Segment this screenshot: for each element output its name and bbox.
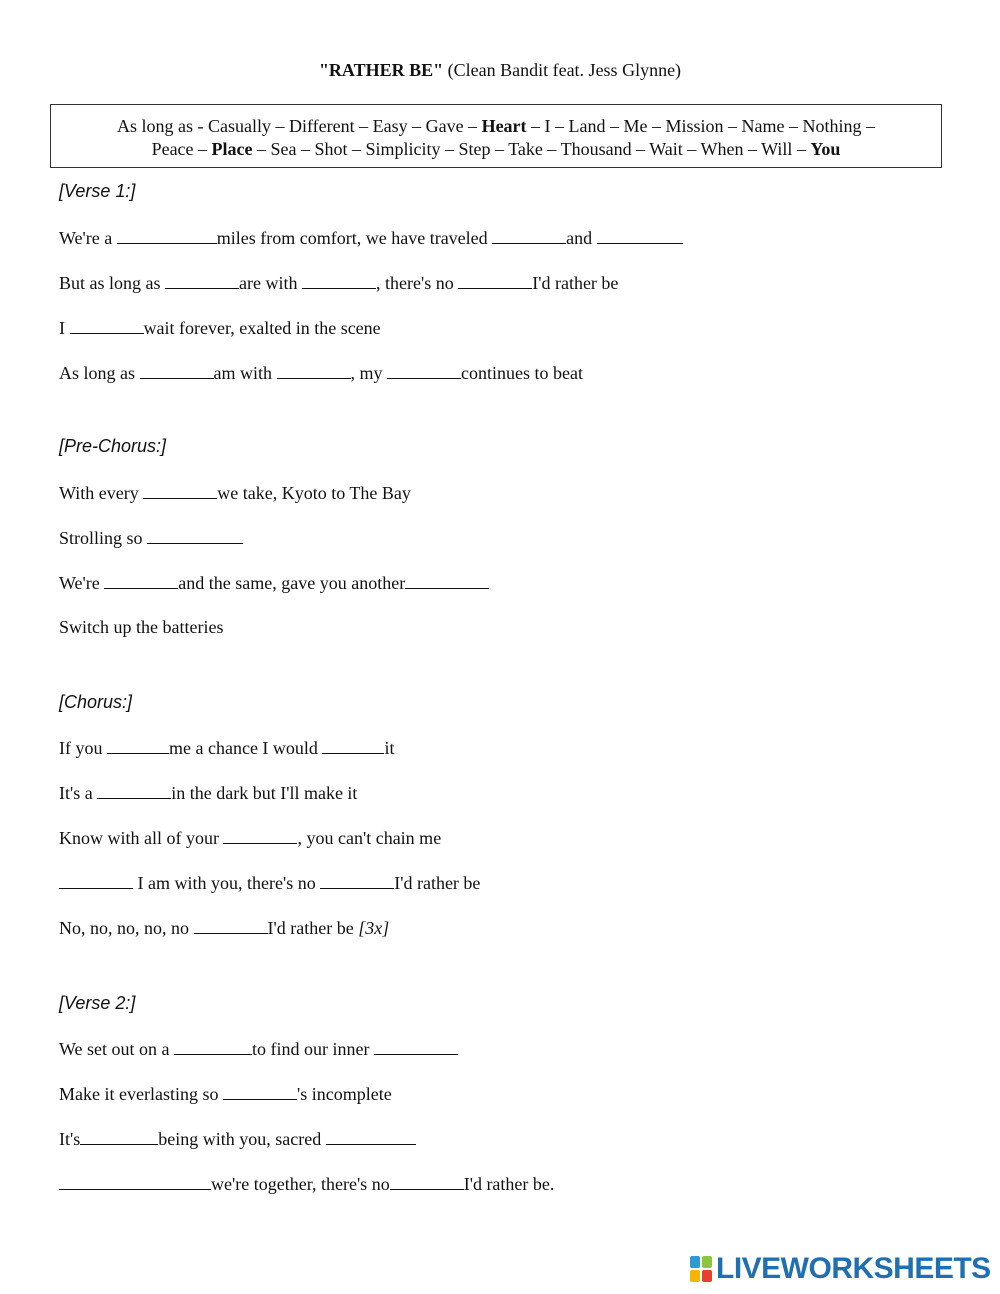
section-chorus: [Chorus:] — [59, 692, 133, 712]
lyric-text: we take, Kyoto to The Bay — [217, 483, 411, 503]
word-bank-text: – Sea – Shot – Simplicity – Step – Take – Thousand – Wait – When – Will – — [252, 139, 811, 159]
answer-blank[interactable] — [492, 227, 566, 244]
song-artist: (Clean Bandit feat. Jess Glynne) — [443, 60, 682, 80]
lyric-line — [59, 572, 489, 594]
answer-blank[interactable] — [597, 227, 683, 244]
lyric-line — [59, 317, 381, 339]
section-pre-chorus: [Pre-Chorus:] — [59, 436, 167, 456]
answer-blank[interactable] — [59, 1173, 133, 1190]
lyric-text: Switch up the batteries — [59, 617, 224, 637]
answer-blank[interactable] — [174, 1038, 252, 1055]
lyric-line — [59, 1128, 416, 1150]
lyric-text: I'd rather be. — [463, 1174, 555, 1194]
word-bank-line-1 — [51, 115, 941, 138]
lyric-text: , you can't chain me — [297, 828, 442, 848]
lyric-text: But as long as — [59, 273, 165, 293]
lyric-text: As long as — [59, 363, 140, 383]
answer-blank[interactable] — [107, 737, 169, 754]
lyric-text: I am with you, there's no — [133, 873, 321, 893]
lyric-text: and the same, gave you another — [178, 573, 406, 593]
word-bank-line-2 — [51, 138, 941, 161]
lyric-text: it — [384, 738, 395, 758]
lyric-text: Strolling so — [59, 528, 148, 548]
answer-blank[interactable] — [320, 872, 394, 889]
lyric-line — [59, 1083, 392, 1105]
answer-blank[interactable] — [390, 1173, 464, 1190]
lyric-text: No, no, no, no, no — [59, 918, 194, 938]
lyric-text: am with — [213, 363, 277, 383]
lyric-text: Make it everlasting so — [59, 1084, 223, 1104]
lyric-text: , my — [350, 363, 388, 383]
word-bank-text: – I – Land – Me – Mission – Name – Nothing – — [526, 116, 876, 136]
lyric-text: With every — [59, 483, 144, 503]
lyric-line — [59, 227, 683, 249]
answer-blank[interactable] — [140, 362, 214, 379]
word-bank-text: Peace – — [151, 139, 212, 159]
word-bank-bold: Heart — [481, 116, 527, 136]
lyric-text: I'd rather be — [532, 273, 619, 293]
answer-blank[interactable] — [147, 527, 243, 544]
liveworksheets-logo-text: LIVEWORKSHEETS — [716, 1252, 991, 1285]
lyric-text: being with you, sacred — [158, 1129, 326, 1149]
lyric-text: It's a — [59, 783, 98, 803]
lyric-line — [59, 917, 389, 939]
lyric-text: to find our inner — [252, 1039, 375, 1059]
lyric-text: are with — [239, 273, 302, 293]
answer-blank[interactable] — [165, 272, 239, 289]
lyric-text: continues to beat — [461, 363, 583, 383]
section-verse-2: [Verse 2:] — [59, 993, 136, 1013]
answer-blank[interactable] — [458, 272, 532, 289]
lyric-text: we're together, there's no — [211, 1174, 390, 1194]
lyric-text: 's incomplete — [296, 1084, 392, 1104]
answer-blank[interactable] — [405, 572, 489, 589]
lyric-line — [59, 527, 243, 549]
lyric-text: I — [59, 318, 70, 338]
answer-blank[interactable] — [80, 1128, 158, 1145]
answer-blank[interactable] — [322, 737, 384, 754]
word-bank-bold: You — [810, 139, 841, 159]
answer-blank[interactable] — [387, 362, 461, 379]
lyric-text: in the dark but I'll make it — [171, 783, 358, 803]
answer-blank[interactable] — [104, 572, 178, 589]
answer-blank[interactable] — [194, 917, 268, 934]
word-bank-text: As long as - Casually – Different – Easy – Gave – — [116, 116, 482, 136]
song-title: "RATHER BE" — [318, 60, 444, 80]
liveworksheets-logo — [690, 1252, 991, 1286]
lyric-text: It's — [59, 1129, 81, 1149]
lyric-text: Know with all of your — [59, 828, 224, 848]
answer-blank[interactable] — [97, 782, 171, 799]
lyric-line — [59, 827, 441, 849]
answer-blank[interactable] — [302, 272, 376, 289]
answer-blank[interactable] — [59, 872, 133, 889]
lyric-text: If you — [59, 738, 107, 758]
word-bank-bold: Place — [211, 139, 253, 159]
lyric-text: , there's no — [375, 273, 459, 293]
lyric-text: I'd rather be — [267, 918, 359, 938]
lyric-line — [59, 482, 411, 504]
lyric-text: We're — [59, 573, 105, 593]
lyric-line — [59, 272, 618, 294]
lyric-text: I'd rather be — [394, 873, 481, 893]
lyric-line — [59, 1173, 554, 1195]
answer-blank[interactable] — [326, 1128, 416, 1145]
answer-blank[interactable] — [223, 1083, 297, 1100]
lyric-line — [59, 872, 480, 894]
answer-blank[interactable] — [374, 1038, 458, 1055]
lyric-text: We set out on a — [59, 1039, 175, 1059]
answer-blank[interactable] — [277, 362, 351, 379]
section-verse-1: [Verse 1:] — [59, 181, 136, 201]
lyric-text: and — [566, 228, 597, 248]
answer-blank[interactable] — [117, 227, 217, 244]
answer-blank[interactable] — [143, 482, 217, 499]
lyric-line — [59, 737, 394, 759]
answer-blank[interactable] — [223, 827, 297, 844]
word-bank — [50, 104, 942, 168]
lyric-text: wait forever, exalted in the scene — [143, 318, 381, 338]
repeat-marker: [3x] — [358, 918, 390, 938]
lyric-text: me a chance I would — [169, 738, 323, 758]
lyric-line — [59, 617, 223, 638]
lyric-line — [59, 782, 357, 804]
lyric-text: We're a — [59, 228, 117, 248]
answer-blank[interactable] — [133, 1173, 211, 1190]
lyric-text: miles from comfort, we have traveled — [216, 228, 493, 248]
lyric-line — [59, 1038, 458, 1060]
worksheet-title — [0, 60, 1000, 81]
lyric-line — [59, 362, 583, 384]
answer-blank[interactable] — [70, 317, 144, 334]
liveworksheets-logo-icon — [690, 1256, 712, 1282]
